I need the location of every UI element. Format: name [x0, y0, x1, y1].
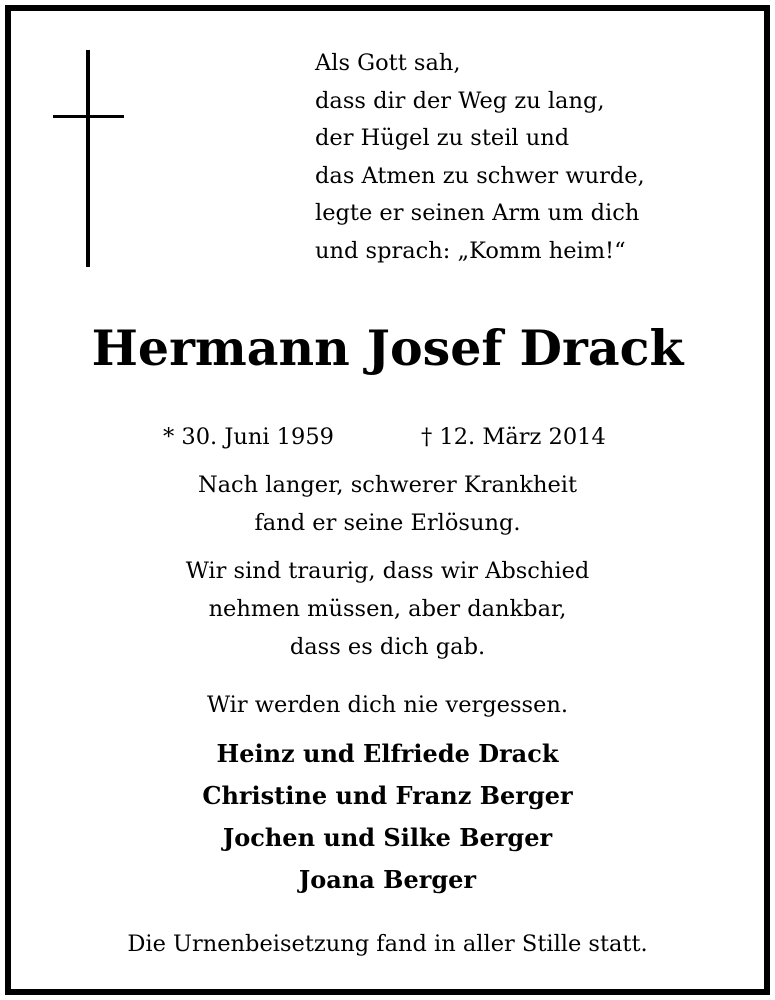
farewell-statement [0, 552, 775, 666]
mourner-name: Heinz und Elfriede Drack [216, 739, 559, 768]
poem-block [315, 45, 645, 270]
poem-line: dass dir der Weg zu lang, [315, 87, 605, 114]
illness-line: Nach langer, schwerer Krankheit [197, 472, 578, 498]
poem-line: das Atmen zu schwer wurde, [315, 162, 645, 189]
never-forget-statement: Wir werden dich nie vergessen. [206, 692, 569, 718]
cross-horizontal-bar [53, 115, 124, 118]
illness-line: fand er seine Erlösung. [254, 510, 521, 536]
birth-date: * 30. Juni 1959 [163, 424, 334, 450]
poem-line: der Hügel zu steil und [315, 125, 570, 151]
mourner-name: Jochen und Silke Berger [222, 823, 553, 852]
illness-statement [0, 466, 775, 542]
mourner-name: Joana Berger [298, 865, 477, 894]
deceased-name: Hermann Josef Drack [91, 319, 684, 377]
burial-note: Die Urnenbeisetzung fand in aller Stille statt. [127, 931, 648, 957]
farewell-line: Wir sind traurig, dass wir Abschied [185, 558, 590, 584]
cross-vertical-bar [86, 50, 90, 267]
mourner-name: Christine und Franz Berger [202, 781, 573, 810]
poem-line: und sprach: „Komm heim!“ [315, 237, 626, 264]
mourners-list [0, 733, 775, 901]
death-date: † 12. März 2014 [421, 424, 606, 450]
farewell-line: nehmen müssen, aber dankbar, [208, 596, 567, 622]
poem-line: Als Gott sah, [315, 50, 461, 76]
farewell-line: dass es dich gab. [289, 634, 486, 660]
poem-line: legte er seinen Arm um dich [315, 200, 640, 226]
